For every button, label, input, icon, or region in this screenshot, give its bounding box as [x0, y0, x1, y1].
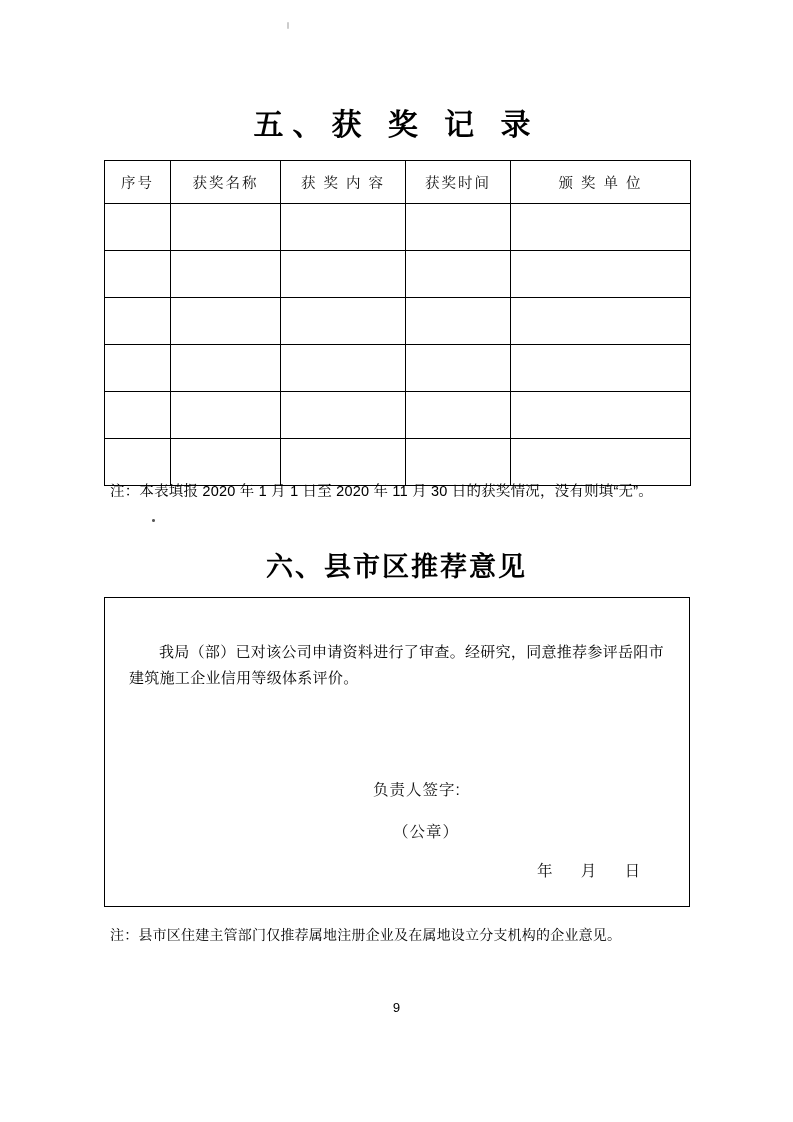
column-header-index: 序号 — [105, 161, 171, 204]
cell-award-issuer[interactable] — [511, 392, 691, 439]
ink-dot-artifact — [152, 519, 155, 522]
cell-index[interactable] — [105, 439, 171, 486]
recommendation-opinion-box[interactable] — [104, 597, 690, 907]
cell-award-name[interactable] — [171, 439, 281, 486]
table-row — [105, 251, 691, 298]
cell-award-date[interactable] — [406, 204, 511, 251]
table-header-row — [105, 161, 691, 204]
cell-index[interactable] — [105, 298, 171, 345]
cell-award-date[interactable] — [406, 251, 511, 298]
cell-award-date[interactable] — [406, 439, 511, 486]
cell-index[interactable] — [105, 345, 171, 392]
page-number: 9 — [392, 1000, 401, 1015]
cell-award-name[interactable] — [171, 204, 281, 251]
cell-award-issuer[interactable] — [511, 439, 691, 486]
cell-award-content[interactable] — [281, 392, 406, 439]
cell-index[interactable] — [105, 251, 171, 298]
table-row — [105, 298, 691, 345]
table-row — [105, 204, 691, 251]
scan-artifact-mark — [287, 22, 289, 29]
date-fields-label: 年 月 日 — [537, 863, 653, 880]
cell-award-content[interactable] — [281, 298, 406, 345]
column-header-award-issuer: 颁 奖 单 位 — [511, 161, 691, 204]
cell-index[interactable] — [105, 204, 171, 251]
cell-award-issuer[interactable] — [511, 345, 691, 392]
cell-award-content[interactable] — [281, 345, 406, 392]
official-seal-label: （公章） — [393, 824, 460, 841]
cell-award-issuer[interactable] — [511, 204, 691, 251]
cell-award-content[interactable] — [281, 439, 406, 486]
awards-table-note: 注：本表填报 2020 年 1 月 1 日至 2020 年 11 月 30 日的获奖情况，没有则填“无”。 — [110, 484, 653, 500]
section-title-recommendation: 六、县市区推荐意见 — [266, 552, 527, 582]
cell-award-date[interactable] — [406, 392, 511, 439]
awards-table-container — [104, 160, 690, 486]
cell-award-name[interactable] — [171, 345, 281, 392]
column-header-award-content: 获 奖 内 容 — [281, 161, 406, 204]
responsible-person-signature-label: 负责人签字: — [373, 782, 461, 799]
recommendation-note: 注：县市区住建主管部门仅推荐属地注册企业及在属地设立分支机构的企业意见。 — [110, 927, 622, 943]
cell-award-name[interactable] — [171, 251, 281, 298]
column-header-award-name: 获奖名称 — [171, 161, 281, 204]
section-title-awards: 五、获 奖 记 录 — [253, 109, 540, 142]
cell-award-date[interactable] — [406, 298, 511, 345]
table-row — [105, 345, 691, 392]
cell-award-name[interactable] — [171, 392, 281, 439]
table-row — [105, 439, 691, 486]
recommendation-body-text: 我局（部）已对该公司申请资料进行了审查。经研究，同意推荐参评岳阳市建筑施工企业信用等级体系评价。 — [129, 644, 664, 687]
table-row — [105, 392, 691, 439]
awards-table — [104, 160, 691, 486]
cell-index[interactable] — [105, 392, 171, 439]
cell-award-content[interactable] — [281, 251, 406, 298]
cell-award-name[interactable] — [171, 298, 281, 345]
cell-award-issuer[interactable] — [511, 298, 691, 345]
cell-award-date[interactable] — [406, 345, 511, 392]
column-header-award-date: 获奖时间 — [406, 161, 511, 204]
cell-award-issuer[interactable] — [511, 251, 691, 298]
cell-award-content[interactable] — [281, 204, 406, 251]
